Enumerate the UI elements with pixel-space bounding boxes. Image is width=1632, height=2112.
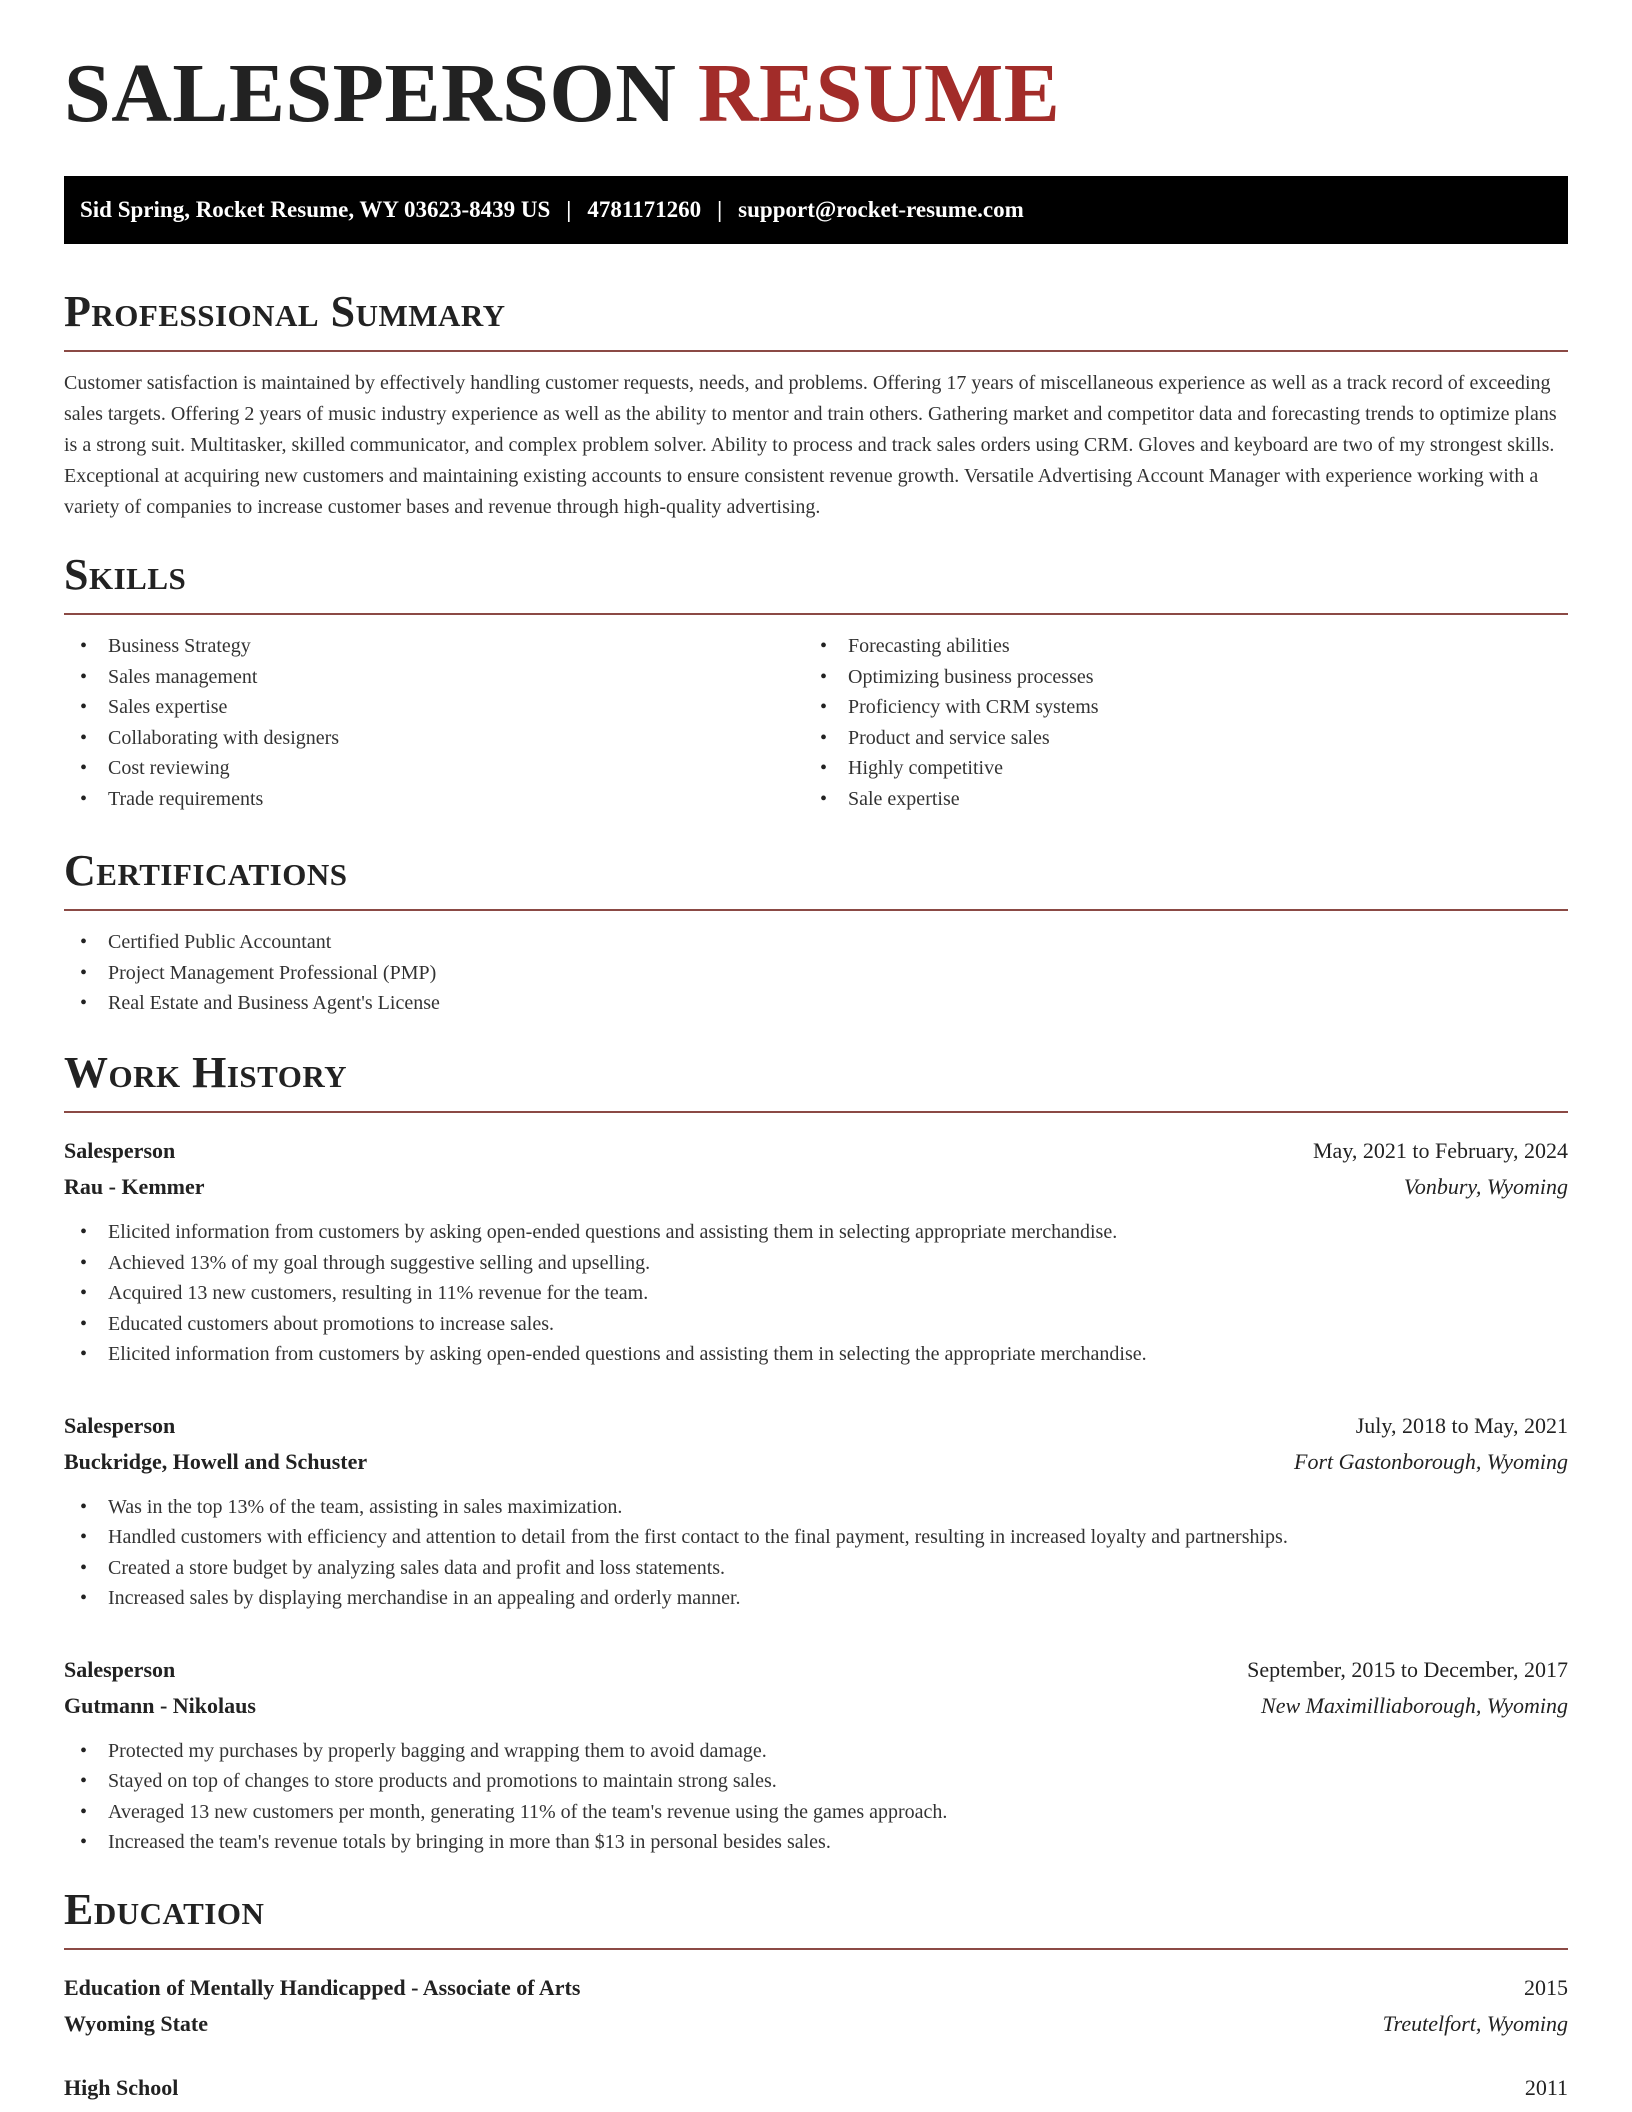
education-school: Wyoming State — [64, 2011, 209, 2036]
title-accent: RESUME — [697, 47, 1061, 140]
job-dates: July, 2018 to May, 2021 — [1355, 1412, 1568, 1438]
education-year: 2011 — [1524, 2075, 1568, 2100]
certification-item: • Real Estate and Business Agent's License — [64, 988, 1568, 1019]
job-bullet: • Created a store budget by analyzing sales data and profit and loss statements. — [64, 1553, 1568, 1584]
job-bullet: • Educated customers about promotions to increase sales. — [64, 1309, 1568, 1340]
job-header-row — [64, 1133, 1568, 1169]
job-bullet: • Acquired 13 new customers, resulting in 11% revenue for the team. — [64, 1278, 1568, 1309]
education-year: 2015 — [1524, 1975, 1568, 2000]
contact-bar — [64, 176, 1568, 244]
job-title: Salesperson — [64, 1138, 176, 1163]
certifications-list — [64, 927, 1568, 1019]
skill-item: • Sales expertise — [64, 692, 804, 723]
job-company: Gutmann - Nikolaus — [64, 1692, 256, 1718]
work-history-heading: Work History — [64, 1051, 1568, 1113]
title-main: SALESPERSON — [64, 47, 677, 140]
job-bullet: • Stayed on top of changes to store products and promotions to maintain strong sales. — [64, 1766, 1568, 1797]
job-header-row — [64, 1652, 1568, 1688]
contact-separator: | — [717, 197, 723, 222]
work-history-section — [64, 1048, 1568, 1858]
resume-title — [64, 47, 1061, 140]
job-bullet: • Elicited information from customers by asking open-ended questions and assisting them in selecting appropriate merchandise. — [64, 1217, 1568, 1248]
job-dates: September, 2015 to December, 2017 — [1247, 1656, 1568, 1682]
contact-email[interactable]: support@rocket-resume.com — [738, 197, 1024, 222]
contact-phone[interactable]: 4781171260 — [587, 197, 702, 222]
education-section — [64, 1885, 1568, 2106]
skills-heading: Skills — [64, 553, 1568, 615]
job-company-row — [64, 1688, 1568, 1724]
skill-item: • Trade requirements — [64, 784, 804, 815]
job-title: Salesperson — [64, 1656, 176, 1682]
education-entry — [64, 1970, 1568, 2042]
skills-list-right — [804, 631, 1544, 814]
job-bullet: • Elicited information from customers by asking open-ended questions and assisting them in selecting the appropriate merchandise. — [64, 1339, 1568, 1370]
job-company-row — [64, 1444, 1568, 1480]
education-degree: Education of Mentally Handicapped - Associate of Arts — [64, 1975, 581, 2000]
skill-item: • Business Strategy — [64, 631, 804, 662]
job-company: Rau - Kemmer — [64, 1174, 205, 1199]
job-title: Salesperson — [64, 1412, 176, 1438]
education-location: Treutelfort, Wyoming — [1382, 2011, 1568, 2036]
skill-item: • Proficiency with CRM systems — [804, 692, 1544, 723]
job-bullet: • Was in the top 13% of the team, assisting in sales maximization. — [64, 1492, 1568, 1523]
education-degree: High School — [64, 2075, 179, 2100]
job-company-row — [64, 1169, 1568, 1205]
skill-item: • Forecasting abilities — [804, 631, 1544, 662]
job-bullet: • Protected my purchases by properly bagging and wrapping them to avoid damage. — [64, 1736, 1568, 1767]
education-degree-row — [64, 1970, 1568, 2006]
job-bullet: • Increased the team's revenue totals by bringing in more than $13 in personal besides sales. — [64, 1827, 1568, 1858]
skill-item: • Optimizing business processes — [804, 662, 1544, 693]
job-bullet: • Averaged 13 new customers per month, generating 11% of the team's revenue using the games approach. — [64, 1797, 1568, 1828]
job-bullets — [64, 1492, 1568, 1614]
skill-item: • Collaborating with designers — [64, 723, 804, 754]
summary-heading: Professional Summary — [64, 290, 1568, 352]
job-bullet: • Achieved 13% of my goal through suggestive selling and upselling. — [64, 1248, 1568, 1279]
job-dates: May, 2021 to February, 2024 — [1313, 1138, 1568, 1163]
skills-list-left — [64, 631, 804, 814]
certifications-heading: Certifications — [64, 849, 1568, 911]
skill-item: • Highly competitive — [804, 753, 1544, 784]
job-entry — [64, 1133, 1568, 1370]
job-entry — [64, 1408, 1568, 1614]
skills-section — [64, 550, 1568, 814]
job-header-row — [64, 1408, 1568, 1444]
job-location: Fort Gastonborough, Wyoming — [1294, 1448, 1568, 1474]
skill-item: • Sales management — [64, 662, 804, 693]
summary-text: Customer satisfaction is maintained by effectively handling customer requests, needs, and problems. Offering 17 years of miscellaneous experience as well as a track record of exceeding sales targets. Offering 2 years of music industry experience as well as the ability to mentor and train others. Gathering market and competitor data and forecasting trends to optimize plans is a strong suit. Multitasker, skilled communicator, and complex problem solver. Ability to process and track sales orders using CRM. Gloves and keyboard are two of my strongest skills. Exceptional at acquiring new customers and maintaining existing accounts to ensure consistent revenue growth. Versatile Advertising Account Manager with experience working with a variety of companies to increase customer bases and revenue through high-quality advertising. — [64, 372, 1557, 518]
education-heading: Education — [64, 1888, 1568, 1950]
job-bullet: • Increased sales by displaying merchandise in an appealing and orderly manner. — [64, 1583, 1568, 1614]
certification-item: • Project Management Professional (PMP) — [64, 958, 1568, 989]
job-bullet: • Handled customers with efficiency and attention to detail from the first contact to the final payment, resulting in increased loyalty and partnerships. — [64, 1522, 1568, 1553]
contact-separator: | — [566, 197, 572, 222]
job-bullets — [64, 1736, 1568, 1858]
job-bullets — [64, 1217, 1568, 1370]
certifications-section — [64, 846, 1568, 1019]
education-entry — [64, 2070, 1568, 2106]
skill-item: • Sale expertise — [804, 784, 1544, 815]
job-location: New Maximilliaborough, Wyoming — [1261, 1692, 1568, 1718]
contact-address: Sid Spring, Rocket Resume, WY 03623-8439 US — [80, 197, 551, 222]
education-degree-row — [64, 2070, 1568, 2106]
skill-item: • Cost reviewing — [64, 753, 804, 784]
education-school-row — [64, 2006, 1568, 2042]
skill-item: • Product and service sales — [804, 723, 1544, 754]
job-entry — [64, 1652, 1568, 1858]
job-location: Vonbury, Wyoming — [1403, 1174, 1568, 1199]
job-company: Buckridge, Howell and Schuster — [64, 1448, 368, 1474]
certification-item: • Certified Public Accountant — [64, 927, 1568, 958]
summary-section — [64, 287, 1568, 523]
skills-grid — [64, 631, 1568, 814]
